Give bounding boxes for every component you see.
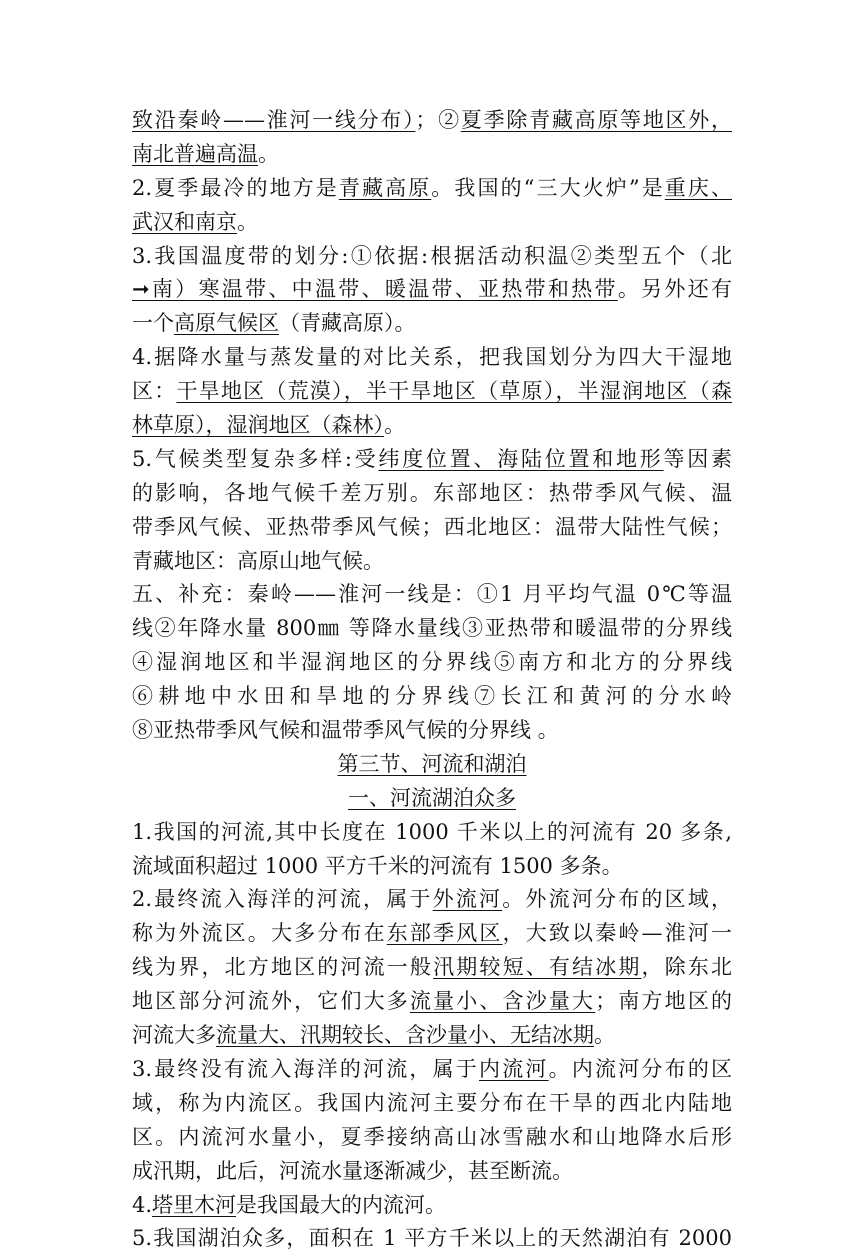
- underlined-text: 武汉和南京: [132, 209, 237, 234]
- section-heading: [132, 782, 732, 816]
- text-segment: 3.我国温度带的划分:①依据:根据活动积温②类型五个（北: [132, 243, 732, 268]
- text-line: [132, 1087, 732, 1121]
- text-line: [132, 1121, 732, 1155]
- underlined-text: 干旱地区（荒漠），半干旱地区（草原），半湿润地区（森: [176, 379, 732, 404]
- text-segment: 。: [594, 1023, 615, 1048]
- underlined-text: 青藏高原: [338, 175, 432, 200]
- text-line: [132, 850, 732, 884]
- underlined-text: 纬度位置、海陆位置和地形: [378, 446, 664, 471]
- text-segment: （青藏高原）。: [279, 311, 416, 336]
- text-segment: ；②: [415, 108, 461, 132]
- text-line: [132, 273, 732, 307]
- text-segment: 流域面积超过 1000 平方千米的河流有 1500 多条。: [132, 853, 623, 878]
- text-line: [132, 545, 732, 579]
- underlined-text: 寒温带、中温带、暖温带、亚热带和热带: [198, 277, 618, 302]
- text-segment: 。另外还有: [617, 277, 732, 302]
- text-line: [132, 511, 732, 545]
- text-segment: 区：: [132, 379, 177, 404]
- text-line: [132, 307, 732, 341]
- underlined-text: 夏季除青藏高原等地区外，: [460, 108, 732, 132]
- text-segment: 。: [237, 209, 258, 234]
- underlined-text: 致沿秦岭——淮河一线分布）: [132, 108, 416, 132]
- underlined-text: 流量大、汛期较长、含沙量小、无结冰期: [216, 1023, 594, 1048]
- underlined-text: 塔里木河: [152, 1192, 237, 1217]
- text-segment: 五、补充：秦岭——淮河一线是：①1 月平均气温 0℃等温: [132, 582, 732, 607]
- text-line: [132, 883, 732, 917]
- text-line: [132, 477, 732, 511]
- text-segment: 域，称为内流区。我国内流河主要分布在干旱的西北内陆地: [132, 1090, 732, 1115]
- text-segment: 。: [384, 413, 405, 438]
- text-line: [132, 917, 732, 951]
- text-line: [132, 612, 732, 646]
- text-segment: 。我国的“三大火炉”是: [431, 175, 665, 200]
- text-segment: 。外流河分布的区域，: [502, 887, 732, 912]
- text-segment: 4.: [132, 1192, 153, 1217]
- underlined-text: 第三节、河流和湖泊: [337, 751, 527, 776]
- text-segment: ，除东北: [641, 955, 732, 980]
- text-line: [132, 172, 732, 206]
- text-segment: 等因素: [663, 446, 732, 471]
- document-page: [132, 104, 732, 1256]
- text-segment: 成汛期，此后，河流水量逐渐减少，甚至断流。: [132, 1158, 573, 1183]
- text-segment: ⑧亚热带季风气候和温带季风气候的分界线 。: [132, 718, 559, 743]
- text-line: [132, 1189, 732, 1223]
- text-segment: 5.气候类型复杂多样:受: [132, 446, 379, 471]
- section-heading: [132, 748, 732, 782]
- text-line: [132, 1155, 732, 1189]
- text-line: [132, 1019, 732, 1053]
- text-segment: 。: [258, 141, 279, 166]
- text-segment: 1.我国的河流,其中长度在 1000 千米以上的河流有 20 多条,: [132, 819, 732, 844]
- text-segment: 称为外流区。大多分布在: [132, 921, 387, 946]
- text-segment: 是我国最大的内流河。: [236, 1192, 447, 1217]
- text-line: [132, 816, 732, 850]
- text-line: [132, 206, 732, 240]
- text-line: [132, 646, 732, 680]
- underlined-text: 高原气候区: [174, 311, 279, 336]
- text-line: [132, 409, 732, 443]
- text-segment: 青藏地区：高原山地气候。: [132, 548, 384, 573]
- text-segment: ；南方地区的: [595, 989, 732, 1014]
- underlined-text: 东部季风区: [386, 921, 503, 946]
- underlined-text: 外流河: [432, 887, 503, 912]
- text-line: [132, 443, 732, 477]
- underlined-text: 汛期较短、有结冰期: [433, 955, 642, 980]
- text-line: [132, 240, 732, 274]
- underlined-text: 南北普遍高温: [132, 141, 258, 166]
- text-line: [132, 1222, 732, 1256]
- text-segment: 区。内流河水量小，夏季接纳高山冰雪融水和山地降水后形: [132, 1124, 732, 1149]
- text-segment: 2.最终流入海洋的河流，属于: [132, 887, 433, 912]
- text-line: [132, 104, 732, 138]
- text-segment: ④湿润地区和半湿润地区的分界线⑤南方和北方的分界线: [132, 650, 732, 675]
- underlined-text: 林草原），湿润地区（森林）: [132, 413, 384, 438]
- text-segment: 河流大多: [132, 1023, 216, 1048]
- text-segment: ，大致以秦岭—淮河一: [502, 921, 732, 946]
- text-segment: 5.我国湖泊众多，面积在 1 平方千米以上的天然湖泊有 2000: [132, 1226, 732, 1251]
- text-line: [132, 1053, 732, 1087]
- text-line: [132, 680, 732, 714]
- text-line: [132, 714, 732, 748]
- text-segment: 。内流河分布的区: [548, 1056, 732, 1081]
- text-line: [132, 985, 732, 1019]
- text-segment: 带季风气候、亚热带季风气候；西北地区：温带大陆性气候；: [132, 514, 732, 539]
- underlined-text: 一、河流湖泊众多: [348, 785, 516, 810]
- text-segment: 4.据降水量与蒸发量的对比关系，把我国划分为四大干湿地: [132, 345, 732, 370]
- text-segment: 的影响，各地气候千差万别。东部地区：热带季风气候、温: [132, 480, 732, 505]
- underlined-text: 内流河: [479, 1056, 549, 1081]
- text-segment: ⑥耕地中水田和旱地的分界线⑦长江和黄河的分水岭: [132, 684, 732, 709]
- text-segment: 2.夏季最冷的地方是: [132, 175, 339, 200]
- text-line: [132, 951, 732, 985]
- text-line: [132, 138, 732, 172]
- text-line: [132, 578, 732, 612]
- underlined-text: 重庆、: [664, 175, 732, 200]
- text-line: [132, 375, 732, 409]
- text-segment: 一个: [132, 311, 174, 336]
- text-segment: 线②年降水量 800㎜ 等降水量线③亚热带和暖温带的分界线: [132, 616, 732, 641]
- text-segment: 3.最终没有流入海洋的河流，属于: [132, 1056, 480, 1081]
- text-segment: 地区部分河流外，它们大多: [132, 989, 410, 1014]
- text-segment: 线为界，北方地区的河流一般: [132, 955, 434, 980]
- underlined-text: ➞南）: [132, 277, 199, 302]
- underlined-text: 流量小、含沙量大: [409, 989, 596, 1014]
- text-line: [132, 341, 732, 375]
